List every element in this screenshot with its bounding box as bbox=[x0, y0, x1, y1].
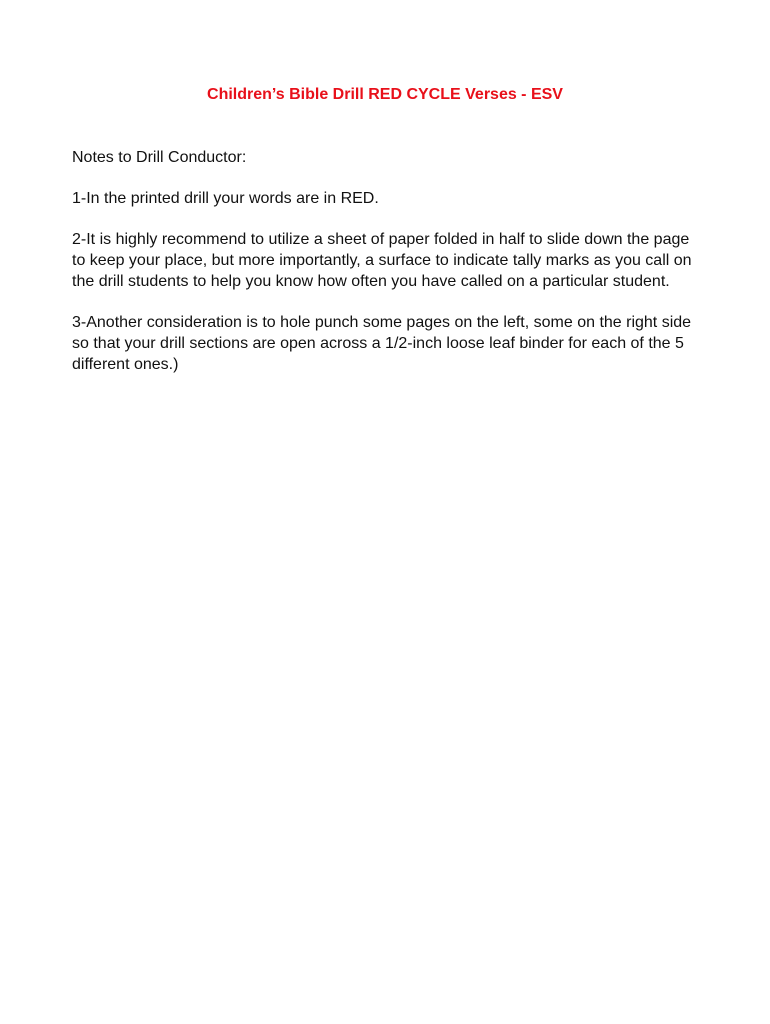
note-paragraph-1: 1-In the printed drill your words are in RED. bbox=[72, 190, 379, 207]
note-paragraph-3: 3-Another consideration is to hole punch some pages on the left, some on the right side so that your drill sections are open across a 1/2-inch loose leaf binder for each of the 5 different ones.) bbox=[72, 314, 692, 373]
notes-heading: Notes to Drill Conductor: bbox=[72, 149, 247, 166]
document-title: Children’s Bible Drill RED CYCLE Verses - ESV bbox=[207, 86, 563, 103]
document-body bbox=[72, 147, 702, 375]
note-paragraph-2: 2-It is highly recommend to utilize a sheet of paper folded in half to slide down the page to keep your place, but more importantly, a surface to indicate tally marks as you call on the drill students to help you know how often you have called on a particular student. bbox=[72, 231, 692, 290]
